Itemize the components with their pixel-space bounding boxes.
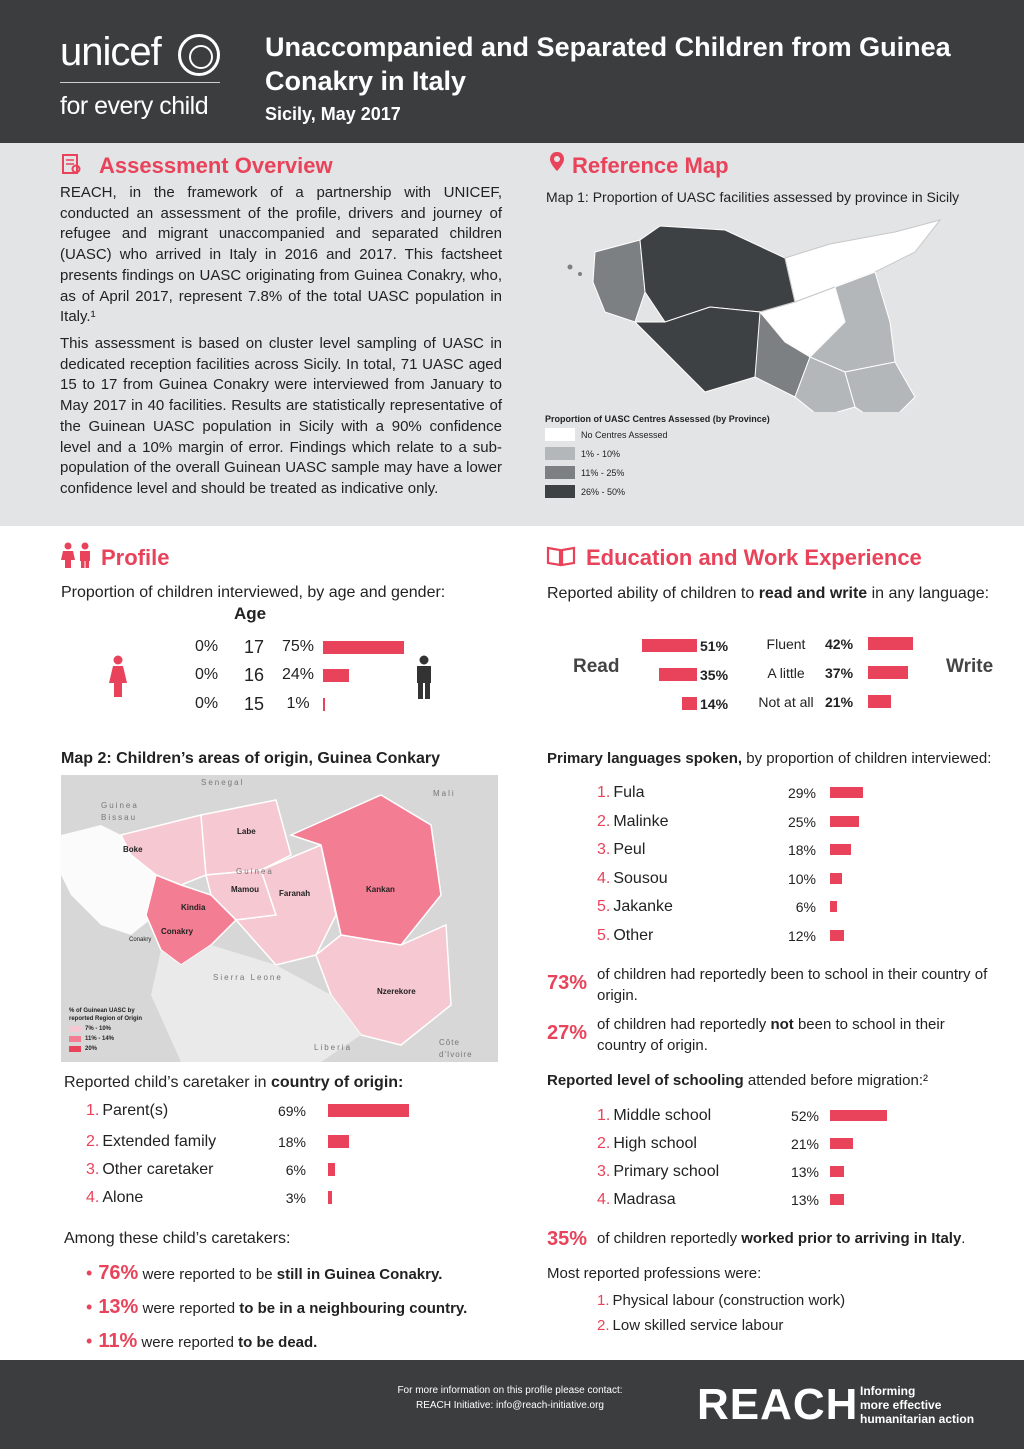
map2-legend-title: % of Guinean UASC by (69, 1008, 135, 1014)
profession-item (597, 1290, 845, 1310)
caretaker-row (86, 1160, 214, 1180)
caretaker-pct: 6% (285, 1162, 306, 1178)
rw-intro-bold: read and write (758, 585, 868, 602)
among-caretakers: Among these child’s caretakers: (64, 1230, 291, 1247)
male-bar (323, 698, 325, 711)
age-row (195, 665, 349, 685)
list-label: Other caretaker (102, 1161, 214, 1178)
languages-intro-text: by proportion of children interviewed: (746, 750, 992, 767)
province-siracusa (845, 362, 915, 412)
map2-label: Kankan (366, 885, 395, 894)
list-bar (830, 1166, 844, 1177)
level-label: A little (767, 665, 805, 681)
languages-intro (547, 750, 991, 767)
list-pct: 29% (787, 785, 816, 801)
male-icon (413, 655, 435, 699)
bullet-text: were reported to be (142, 1266, 273, 1283)
worked-a: of children reportedly (597, 1230, 738, 1247)
age-value: 17 (243, 636, 265, 657)
map1-legend-row (545, 445, 770, 462)
bullet-text: were reported (142, 1300, 236, 1317)
rw-intro-end: in any language: (871, 585, 990, 602)
map2-label: Faranah (279, 889, 311, 898)
write-bar (868, 637, 913, 650)
age-value: 15 (243, 693, 265, 714)
map1-legend (545, 414, 770, 500)
logo-divider (60, 82, 220, 83)
caretaker-intro (64, 1074, 403, 1092)
list-bar (830, 1138, 853, 1149)
list-bar (830, 901, 837, 912)
read-pct: 35% (700, 667, 729, 683)
list-bar (830, 873, 842, 884)
legend-label: 26% - 50% (581, 486, 626, 497)
age-row (195, 637, 404, 657)
list-number: 4. (597, 869, 611, 887)
list-item (597, 840, 645, 860)
list-item (597, 869, 668, 889)
list-number: 4. (86, 1189, 100, 1206)
map2-label: Guinea (236, 867, 274, 876)
unicef-globe-icon (178, 34, 220, 76)
list-number: 1. (597, 784, 611, 801)
read-pct: 14% (700, 696, 729, 712)
rw-intro (547, 585, 989, 603)
bullet-text: were reported (141, 1334, 234, 1351)
sicily-map (545, 212, 955, 412)
legend-label: 1% - 10% (581, 448, 621, 459)
school-no-bold: not (770, 1016, 794, 1033)
legend-label: No Centres Assessed (581, 429, 668, 440)
read-bar (682, 697, 697, 710)
list-label: Primary school (613, 1163, 720, 1180)
map2-legend-row (69, 1035, 142, 1043)
list-number: 4. (597, 1191, 611, 1208)
list-pct: 13% (790, 1192, 819, 1208)
list-item (597, 1106, 711, 1126)
map2-legend-label: 20% (85, 1046, 98, 1052)
caretaker-bar (328, 1104, 409, 1117)
caretaker-intro-text: Reported child’s caretaker in (64, 1074, 267, 1091)
reach-tagline (860, 1384, 974, 1426)
caretaker-intro-bold: country of origin: (270, 1074, 404, 1091)
list-number: 5. (597, 898, 611, 915)
female-icon (108, 655, 128, 697)
map2-label: Conakry (161, 927, 194, 936)
level-label: Fluent (766, 636, 806, 652)
map2-label: Mamou (231, 885, 259, 894)
overview-paragraph-2: This assessment is based on cluster level sampling of UASC in dedicated reception facilities across Sicily. In total, 71 UASC aged 15 to 17 from Guinea Conakry were interviewed from January to May 2017 in 40 facilities. Results are statistically representative of the Guinean UASC population in Sicily with a 90% confidence level and a 10% margin of error. Findings which relate to a sub-population of the overall Guinean UASC sample may have a lower confidence level and should be treated as indicative only. (60, 335, 502, 497)
list-item (597, 1162, 719, 1182)
list-number: 1. (597, 1107, 611, 1124)
overview-paragraph-1: REACH, in the framework of a partnership with UNICEF, conducted an assessment of the profile, drivers and journey of refugee and migrant unaccompanied and separated children (UASC) who arrived in Italy in 2016 and 2017. This factsheet presents findings on UASC originating from Guinea Conakry, who, as of April 2017, represent 7.8% of the total UASC population in Italy.¹ (60, 184, 502, 326)
professions-intro: Most reported professions were: (547, 1265, 762, 1282)
list-label: Other (613, 926, 654, 944)
schooling-intro-bold: Reported level of schooling (547, 1072, 744, 1089)
caretaker-row (86, 1101, 168, 1121)
schooling-intro (547, 1072, 928, 1089)
list-bar (830, 1110, 887, 1121)
guinea-map (61, 775, 498, 1062)
write-pct: 37% (825, 665, 854, 681)
list-label: Madrasa (613, 1191, 676, 1208)
list-bar (830, 1194, 844, 1205)
list-label: Jakanke (613, 898, 673, 915)
province-trapani (593, 240, 645, 322)
list-item (597, 897, 673, 917)
female-pct: 0% (195, 638, 219, 655)
footer-contact (380, 1383, 640, 1413)
list-label: Low skilled service labour (612, 1316, 784, 1334)
map2-legend-title: reported Region of Origin (69, 1016, 142, 1022)
footer-contact-line: For more information on this profile please contact: (397, 1385, 623, 1396)
write-pct: 42% (825, 636, 854, 652)
write-bar (868, 666, 908, 679)
list-item (597, 926, 653, 946)
list-bar (830, 844, 851, 855)
bullet-bold: to be dead. (238, 1334, 318, 1351)
list-number: 1. (86, 1102, 100, 1119)
list-label: Malinke (613, 812, 669, 830)
list-label: Middle school (613, 1107, 712, 1124)
list-pct: 52% (790, 1108, 819, 1124)
list-number: 1. (597, 1291, 610, 1309)
profession-item (597, 1315, 783, 1335)
people-icon (60, 542, 94, 568)
map1-legend-row (545, 483, 770, 500)
map2-label: Senegal (201, 778, 245, 787)
legend-label: 11% - 25% (581, 467, 625, 478)
document-icon (60, 153, 82, 175)
list-pct: 21% (790, 1136, 819, 1152)
list-bar (830, 787, 863, 798)
school-no-text (597, 1015, 993, 1056)
male-pct: 1% (286, 695, 310, 712)
bullet-bold: to be in a neighbouring country. (239, 1300, 468, 1317)
page-title: Unaccompanied and Separated Children from Guinea Conakry in Italy (265, 32, 951, 96)
male-bar (323, 641, 404, 654)
assessment-overview-heading: Assessment Overview (99, 153, 333, 178)
map1-legend-row (545, 464, 770, 481)
map2-caption: Map 2: Children’s areas of origin, Guinea Conkary (61, 750, 441, 767)
unicef-tagline: for every child (60, 92, 209, 120)
read-bar (642, 639, 697, 652)
bullet-pct: 13% (98, 1296, 139, 1318)
map2-label: Sierra Leone (213, 973, 283, 982)
profile-heading: Profile (101, 545, 170, 570)
map2-label: Mali (433, 789, 456, 798)
list-pct: 6% (795, 899, 816, 915)
list-number: 2. (597, 1135, 611, 1152)
list-label: Fula (613, 784, 645, 801)
map2-label: Boke (123, 845, 143, 854)
male-pct: 24% (281, 666, 315, 683)
list-number: 3. (597, 841, 611, 858)
footer-contact-email[interactable]: REACH Initiative: info@reach-initiative.org (415, 1400, 604, 1411)
level-label: Not at all (758, 694, 814, 710)
list-pct: 25% (787, 813, 816, 830)
book-icon (546, 545, 576, 567)
list-label: Sousou (613, 869, 668, 887)
list-label: Peul (613, 841, 646, 858)
caretaker-pct: 3% (285, 1190, 306, 1206)
write-pct: 21% (825, 694, 854, 710)
education-heading: Education and Work Experience (586, 545, 922, 570)
age-label: Age (234, 604, 267, 623)
read-label: Read (573, 656, 620, 677)
map2-legend (69, 1007, 142, 1053)
caretaker-bar (328, 1191, 332, 1204)
map2-legend-label: 11% - 14% (85, 1036, 115, 1042)
unicef-logo-text: unicef (60, 30, 161, 74)
worked-pct: 35% (547, 1228, 588, 1250)
map-pin-icon (546, 150, 568, 172)
page-subtitle: Sicily, May 2017 (265, 104, 401, 124)
map2-legend-row (69, 1045, 142, 1053)
female-pct: 0% (195, 666, 219, 683)
caretaker-bar (328, 1135, 349, 1148)
read-bar (659, 668, 697, 681)
reach-tagline-line: more effective (860, 1398, 942, 1412)
list-number: 3. (86, 1161, 100, 1178)
map2-label: Guinea Bissau (101, 801, 139, 822)
list-label: Parent(s) (102, 1102, 169, 1119)
reach-tagline-line: humanitarian action (860, 1412, 975, 1426)
map2-label: Côte d'Ivoire (439, 1038, 473, 1059)
read-pct: 51% (700, 638, 729, 654)
rw-intro-text: Reported ability of children to (547, 585, 755, 602)
age-row (195, 694, 325, 714)
female-pct: 0% (195, 695, 219, 712)
list-number: 2. (597, 1316, 610, 1334)
list-item (597, 1190, 676, 1210)
list-label: Alone (102, 1189, 144, 1206)
list-label: High school (613, 1135, 697, 1152)
worked-bold: worked prior to arriving in Italy (741, 1230, 962, 1247)
list-number: 3. (597, 1163, 611, 1180)
write-bar (868, 695, 891, 708)
map2-label: Conakry (129, 937, 152, 943)
map2-label: Labe (237, 827, 256, 836)
male-pct: 75% (281, 638, 315, 655)
list-label: Extended family (102, 1133, 217, 1150)
map1-legend-title: Proportion of UASC Centres Assessed (by Province) (545, 414, 770, 424)
reach-logo: REACH (697, 1380, 859, 1429)
list-bar (830, 816, 859, 827)
school-yes-pct: 73% (547, 972, 588, 994)
caretaker-bullet: • 11% were reported to be dead. (86, 1330, 318, 1352)
list-label: Physical labour (construction work) (612, 1291, 846, 1309)
languages-intro-bold: Primary languages spoken, (547, 750, 743, 767)
caretaker-row (86, 1132, 216, 1152)
caretaker-pct: 69% (277, 1103, 306, 1119)
caretaker-bullet: • 13% were reported to be in a neighbouring country. (86, 1296, 468, 1318)
list-number: 2. (86, 1133, 100, 1150)
caretaker-pct: 18% (277, 1134, 306, 1150)
school-no-pct: 27% (547, 1022, 588, 1044)
list-item (597, 1134, 697, 1154)
map1-caption: Map 1: Proportion of UASC facilities assessed by province in Sicily (546, 189, 960, 205)
worked-end: . (961, 1230, 966, 1247)
bullet-pct: 76% (98, 1262, 139, 1284)
male-bar (323, 669, 349, 682)
map2-label: Liberia (314, 1043, 353, 1052)
list-pct: 10% (787, 870, 816, 887)
map2-legend-label: 7% - 10% (85, 1026, 112, 1032)
map2-legend-row (69, 1025, 142, 1033)
reach-tagline-line: Informing (860, 1384, 916, 1398)
write-label: Write (946, 656, 994, 677)
bullet-bold: still in Guinea Conakry. (276, 1266, 443, 1283)
school-no-b: been to school in their country of origin. (597, 1016, 945, 1054)
map2-label: Nzerekore (377, 987, 416, 996)
map2-label: Kindia (181, 903, 206, 912)
list-pct: 12% (787, 927, 816, 944)
caretaker-bar (328, 1163, 335, 1176)
list-number: 2. (597, 812, 611, 830)
age-gender-intro: Proportion of children interviewed, by age and gender: (61, 584, 446, 601)
school-yes-text: of children had reportedly been to school in their country of origin. (597, 966, 988, 1004)
list-pct: 13% (790, 1164, 819, 1180)
schooling-intro-text: attended before migration:² (747, 1072, 928, 1089)
list-item (597, 812, 668, 832)
age-value: 16 (243, 664, 265, 685)
map1-legend-row (545, 426, 770, 443)
reference-map-heading: Reference Map (572, 153, 729, 178)
list-item (597, 783, 644, 803)
caretaker-row (86, 1188, 143, 1208)
caretaker-bullet: • 76% were reported to be still in Guinea Conakry. (86, 1262, 443, 1284)
list-number: 5. (597, 926, 611, 944)
list-pct: 18% (787, 842, 816, 858)
bullet-pct: 11% (98, 1330, 138, 1352)
school-no-a: of children had reportedly (597, 1016, 767, 1033)
list-bar (830, 930, 844, 941)
worked-text (597, 1230, 965, 1247)
